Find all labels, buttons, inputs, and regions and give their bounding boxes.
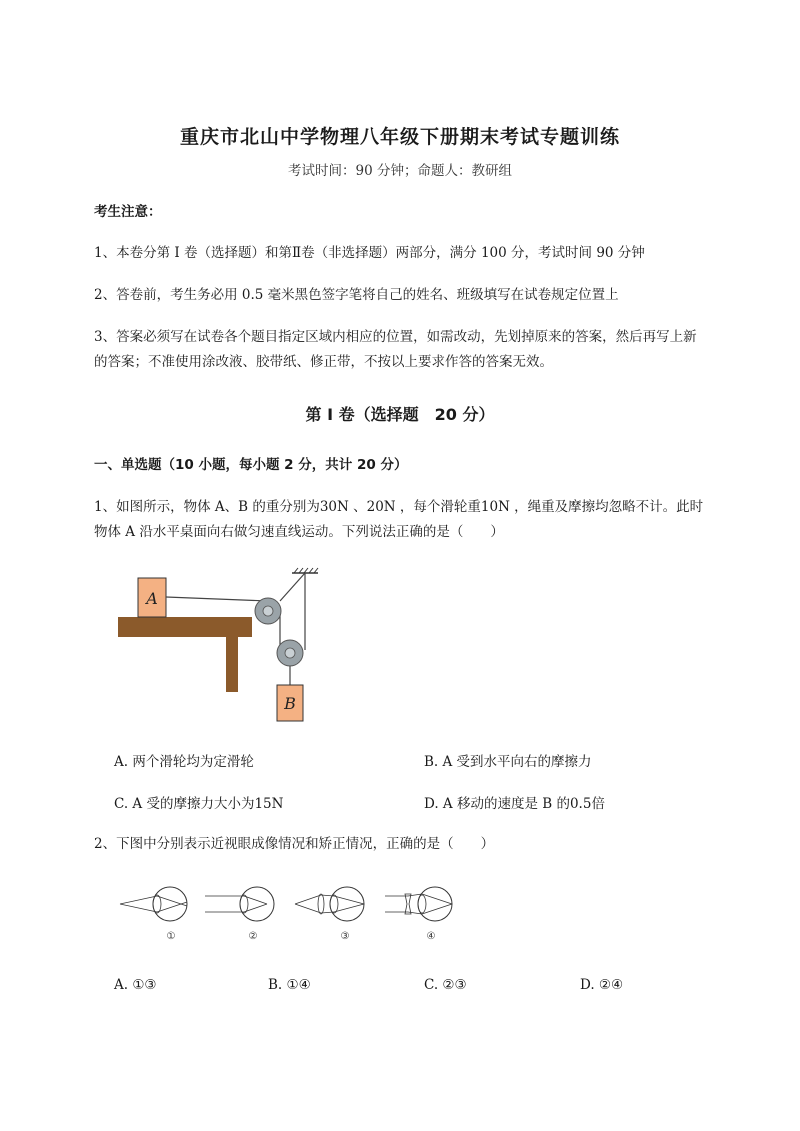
q1-option-d[interactable]: D. A 移动的速度是 B 的0.5倍 xyxy=(424,796,605,812)
eye-diagram-1 xyxy=(120,887,187,942)
q2-stem: 2、下图中分别表示近视眼成像情况和矫正情况，正确的是（ ） xyxy=(94,836,495,852)
q1-stem-line1: 1、如图所示，物体 A、B 的重分别为30N 、20N ，每个滑轮重10N ，绳重及摩擦均忽略不计。此时 xyxy=(94,499,704,515)
q1-option-c[interactable]: C. A 受的摩擦力大小为15N xyxy=(114,796,284,812)
notice-item-3: 3、答案必须写在试卷各个题目指定区域内相应的位置，如需改动，先划掉原来的答案，然后再写上新 xyxy=(94,329,697,345)
eye-label-2: ② xyxy=(248,931,258,942)
eye-label-3: ③ xyxy=(340,931,350,942)
block-a-label: A xyxy=(146,589,158,608)
page-subtitle: 考试时间：90 分钟；命题人：教研组 xyxy=(288,163,512,179)
q2-option-a[interactable]: A. ①③ xyxy=(114,977,157,993)
q1-option-a[interactable]: A. 两个滑轮均为定滑轮 xyxy=(114,754,254,770)
q2-option-b[interactable]: B. ①④ xyxy=(268,977,311,993)
eye-diagram-2 xyxy=(205,887,274,942)
block-b-label: B xyxy=(284,694,296,713)
q1-option-b[interactable]: B. A 受到水平向右的摩擦力 xyxy=(424,754,592,770)
page-title: 重庆市北山中学物理八年级下册期末考试专题训练 xyxy=(179,126,620,148)
q2-option-d[interactable]: D. ②④ xyxy=(580,977,624,993)
table-top xyxy=(118,617,252,637)
eye-label-1: ① xyxy=(166,931,176,942)
eye-label-4: ④ xyxy=(426,931,436,942)
table-leg xyxy=(226,637,238,692)
q2-eye-figure xyxy=(115,882,475,944)
eye-diagram-4 xyxy=(385,887,452,942)
eye-diagram-3 xyxy=(295,887,364,942)
notice-heading: 考生注意： xyxy=(94,204,162,220)
section-title: 第 I 卷（选择题 20 分） xyxy=(305,405,495,424)
q1-pulley-figure xyxy=(110,565,330,730)
q1-stem-line2: 物体 A 沿水平桌面向右做匀速直线运动。下列说法正确的是（ ） xyxy=(94,524,504,540)
notice-item-2: 2、答卷前，考生务必用 0.5 毫米黑色签字笔将自己的姓名、班级填写在试卷规定位置上 xyxy=(94,287,619,303)
notice-item-1: 1、本卷分第 I 卷（选择题）和第Ⅱ卷（非选择题）两部分，满分 100 分，考试时间 90 分钟 xyxy=(94,245,645,261)
part-heading: 一、单选题（10 小题，每小题 2 分，共计 20 分） xyxy=(94,457,408,473)
q2-option-c[interactable]: C. ②③ xyxy=(424,977,467,993)
notice-item-3-cont: 的答案；不准使用涂改液、胶带纸、修正带，不按以上要求作答的答案无效。 xyxy=(94,354,553,370)
